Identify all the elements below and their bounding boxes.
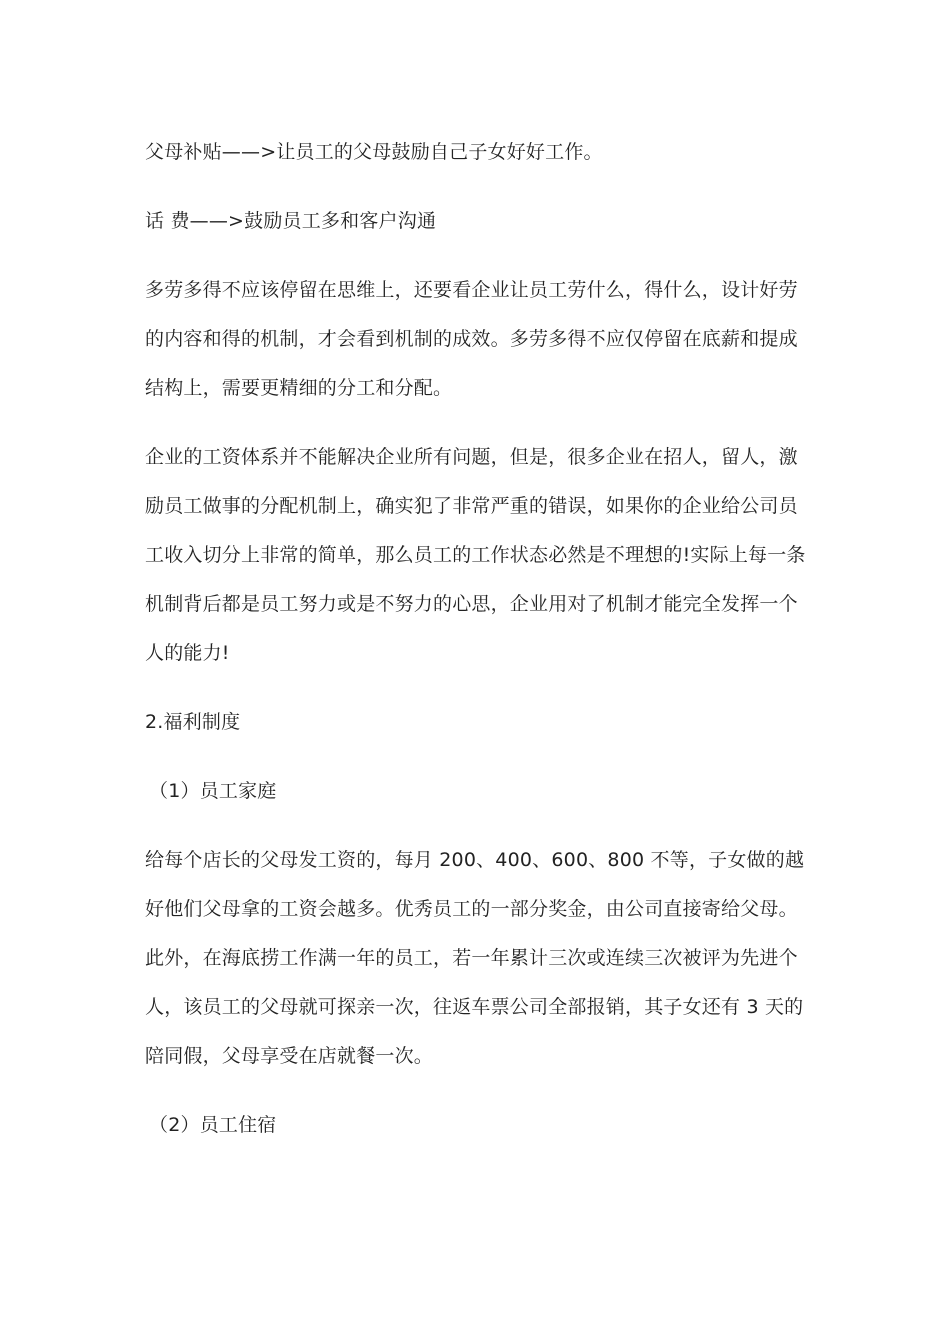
document-body [145,128,810,1170]
section-heading-welfare: 2.福利制度 [145,711,241,733]
paragraph-family-benefits: 给每个店长的父母发工资的，每月 200、400、600、800 不等，子女做的越好他们父母拿的工资会越多。优秀员工的一部分奖金，由公司直接寄给父母。此外，在海底捞工作满一年的员工，若一年累计三次或连续三次被评为先进个人，该员工的父母就可探亲一次，往返车票公司全部报销，其子女还有 3 天的陪同假，父母享受在店就餐一次。 [145,849,805,1067]
paragraph-more-work-more-pay: 多劳多得不应该停留在思维上，还要看企业让员工劳什么，得什么，设计好劳的内容和得的机制，才会看到机制的成效。多劳多得不应仅停留在底薪和提成结构上，需要更精细的分工和分配。 [145,279,798,399]
paragraph-parent-subsidy: 父母补贴——>让员工的父母鼓励自己子女好好工作。 [145,141,603,163]
subheading-employee-family: （1）员工家庭 [149,780,277,802]
paragraph-salary-system: 企业的工资体系并不能解决企业所有问题，但是，很多企业在招人，留人，激励员工做事的分配机制上，确实犯了非常严重的错误，如果你的企业给公司员工收入切分上非常的简单，那么员工的工作状态必然是不理想的!实际上每一条机制背后都是员工努力或是不努力的心思，企业用对了机制才能完全发挥一个人的能力! [145,446,806,664]
subheading-employee-housing: （2）员工住宿 [149,1114,277,1136]
paragraph-phone-fee: 话 费——>鼓励员工多和客户沟通 [145,210,437,232]
